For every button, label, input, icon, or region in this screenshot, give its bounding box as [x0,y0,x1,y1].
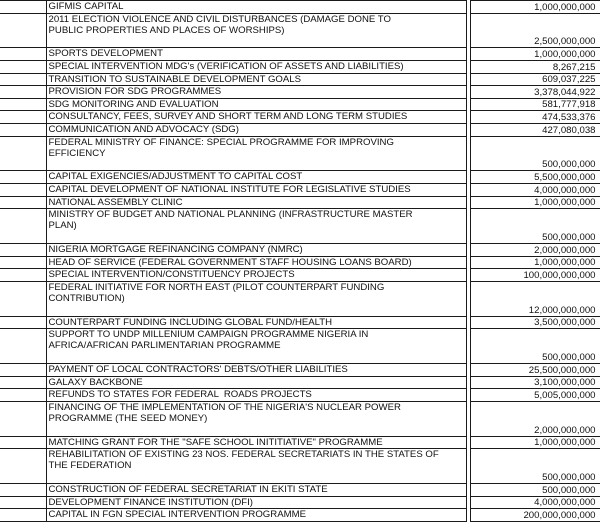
row-leading-cell [0,496,46,509]
table-row [0,124,600,137]
table-row [0,363,600,376]
table-row [0,244,600,257]
row-description: PROVISION FOR SDG PROGRAMMES [46,86,466,99]
row-description: SPECIAL INTERVENTION MDG's (VERIFICATION OF ASSETS AND LIABILITIES) [46,60,466,73]
table-row [0,111,600,124]
row-amount: 4,000,000,000 [470,496,600,509]
row-leading-cell [0,376,46,389]
row-description: REFUNDS TO STATES FOR FEDERAL ROADS PROJECTS [46,389,466,402]
table-row [0,509,600,522]
table-row [0,13,600,48]
table-row [0,483,600,496]
table-row [0,209,600,244]
row-description: PAYMENT OF LOCAL CONTRACTORS' DEBTS/OTHER LIABILITIES [46,363,466,376]
row-description: GIFMIS CAPITAL [46,1,466,14]
row-description: SPECIAL INTERVENTION/CONSTITUENCY PROJECTS [46,269,466,282]
table-row [0,98,600,111]
row-amount: 2,000,000,000 [470,401,600,436]
row-leading-cell [0,1,46,14]
row-amount: 3,378,044,922 [470,86,600,99]
table-row [0,449,600,484]
row-description: NATIONAL ASSEMBLY CLINIC [46,196,466,209]
row-leading-cell [0,316,46,329]
row-leading-cell [0,449,46,484]
table-row [0,196,600,209]
row-description: TRANSITION TO SUSTAINABLE DEVELOPMENT GOALS [46,73,466,86]
table-row [0,316,600,329]
row-amount: 1,000,000,000 [470,196,600,209]
row-description: COMMUNICATION AND ADVOCACY (SDG) [46,124,466,137]
row-description: SUPPORT TO UNDP MILLENIUM CAMPAIGN PROGRAMME NIGERIA IN AFRICA/AFRICAN PARLIMENTARIAN PROGRAMME [46,329,466,364]
row-leading-cell [0,244,46,257]
table-row [0,281,600,316]
table-row [0,60,600,73]
row-leading-cell [0,13,46,48]
row-leading-cell [0,401,46,436]
row-description: FEDERAL MINISTRY OF FINANCE: SPECIAL PROGRAMME FOR IMPROVING EFFICIENCY [46,136,466,171]
table-row [0,171,600,184]
row-leading-cell [0,86,46,99]
row-amount: 500,000,000 [470,136,600,171]
row-leading-cell [0,60,46,73]
row-leading-cell [0,136,46,171]
table-row [0,376,600,389]
row-amount: 12,000,000,000 [470,281,600,316]
row-leading-cell [0,281,46,316]
row-leading-cell [0,196,46,209]
row-description: REHABILITATION OF EXISTING 23 NOS. FEDERAL SECRETARIATS IN THE STATES OF THE FEDERATION [46,449,466,484]
table-row [0,269,600,282]
row-amount: 4,000,000,000 [470,184,600,197]
row-leading-cell [0,363,46,376]
row-leading-cell [0,483,46,496]
row-description: CONSTRUCTION OF FEDERAL SECRETARIAT IN EKITI STATE [46,483,466,496]
table-row [0,48,600,61]
row-amount: 100,000,000,000 [470,269,600,282]
row-leading-cell [0,111,46,124]
row-amount: 500,000,000 [470,329,600,364]
table-row [0,184,600,197]
row-description: FEDERAL INITIATIVE FOR NORTH EAST (PILOT COUNTERPART FUNDING CONTRIBUTION) [46,281,466,316]
row-description: SDG MONITORING AND EVALUATION [46,98,466,111]
row-leading-cell [0,171,46,184]
row-leading-cell [0,436,46,449]
table-row [0,436,600,449]
row-leading-cell [0,98,46,111]
row-amount: 2,000,000,000 [470,244,600,257]
row-leading-cell [0,256,46,269]
row-description: SPORTS DEVELOPMENT [46,48,466,61]
row-amount: 5,005,000,000 [470,389,600,402]
row-amount: 581,777,918 [470,98,600,111]
table-row [0,86,600,99]
row-description: CONSULTANCY, FEES, SURVEY AND SHORT TERM AND LONG TERM STUDIES [46,111,466,124]
row-leading-cell [0,73,46,86]
row-amount: 1,000,000,000 [470,1,600,14]
row-description: GALAXY BACKBONE [46,376,466,389]
row-amount: 427,080,038 [470,124,600,137]
row-amount: 2,500,000,000 [470,13,600,48]
row-description: COUNTERPART FUNDING INCLUDING GLOBAL FUND/HEALTH [46,316,466,329]
row-description: CAPITAL DEVELOPMENT OF NATIONAL INSTITUTE FOR LEGISLATIVE STUDIES [46,184,466,197]
row-description: HEAD OF SERVICE (FEDERAL GOVERNMENT STAFF HOUSING LOANS BOARD) [46,256,466,269]
table-body [0,1,600,522]
row-leading-cell [0,184,46,197]
row-amount: 500,000,000 [470,449,600,484]
row-leading-cell [0,124,46,137]
row-leading-cell [0,209,46,244]
row-amount: 5,500,000,000 [470,171,600,184]
row-amount: 1,000,000,000 [470,256,600,269]
row-amount: 8,267,215 [470,60,600,73]
row-description: CAPITAL EXIGENCIES/ADJUSTMENT TO CAPITAL COST [46,171,466,184]
row-leading-cell [0,48,46,61]
row-description: 2011 ELECTION VIOLENCE AND CIVIL DISTURBANCES (DAMAGE DONE TO PUBLIC PROPERTIES AND PLACES OF WORSHIPS) [46,13,466,48]
table-row [0,389,600,402]
row-amount: 500,000,000 [470,483,600,496]
row-description: DEVELOPMENT FINANCE INSTITUTION (DFI) [46,496,466,509]
row-leading-cell [0,509,46,522]
row-amount: 500,000,000 [470,209,600,244]
row-amount: 25,500,000,000 [470,363,600,376]
row-amount: 3,100,000,000 [470,376,600,389]
table-row [0,1,600,14]
table-row [0,256,600,269]
row-amount: 1,000,000,000 [470,436,600,449]
row-description: MINISTRY OF BUDGET AND NATIONAL PLANNING (INFRASTRUCTURE MASTER PLAN) [46,209,466,244]
row-amount: 609,037,225 [470,73,600,86]
row-description: CAPITAL IN FGN SPECIAL INTERVENTION PROGRAMME [46,509,466,522]
row-amount: 474,533,376 [470,111,600,124]
row-leading-cell [0,329,46,364]
row-leading-cell [0,269,46,282]
row-amount: 1,000,000,000 [470,48,600,61]
table-row [0,329,600,364]
row-description: NIGERIA MORTGAGE REFINANCING COMPANY (NMRC) [46,244,466,257]
table-row [0,73,600,86]
row-description: MATCHING GRANT FOR THE "SAFE SCHOOL INITITIATIVE" PROGRAMME [46,436,466,449]
row-amount: 3,500,000,000 [470,316,600,329]
row-leading-cell [0,389,46,402]
row-description: FINANCING OF THE IMPLEMENTATION OF THE NIGERIA'S NUCLEAR POWER PROGRAMME (THE SEED MONEY) [46,401,466,436]
table-row [0,496,600,509]
row-amount: 200,000,000,000 [470,509,600,522]
table-row [0,136,600,171]
table-row [0,401,600,436]
